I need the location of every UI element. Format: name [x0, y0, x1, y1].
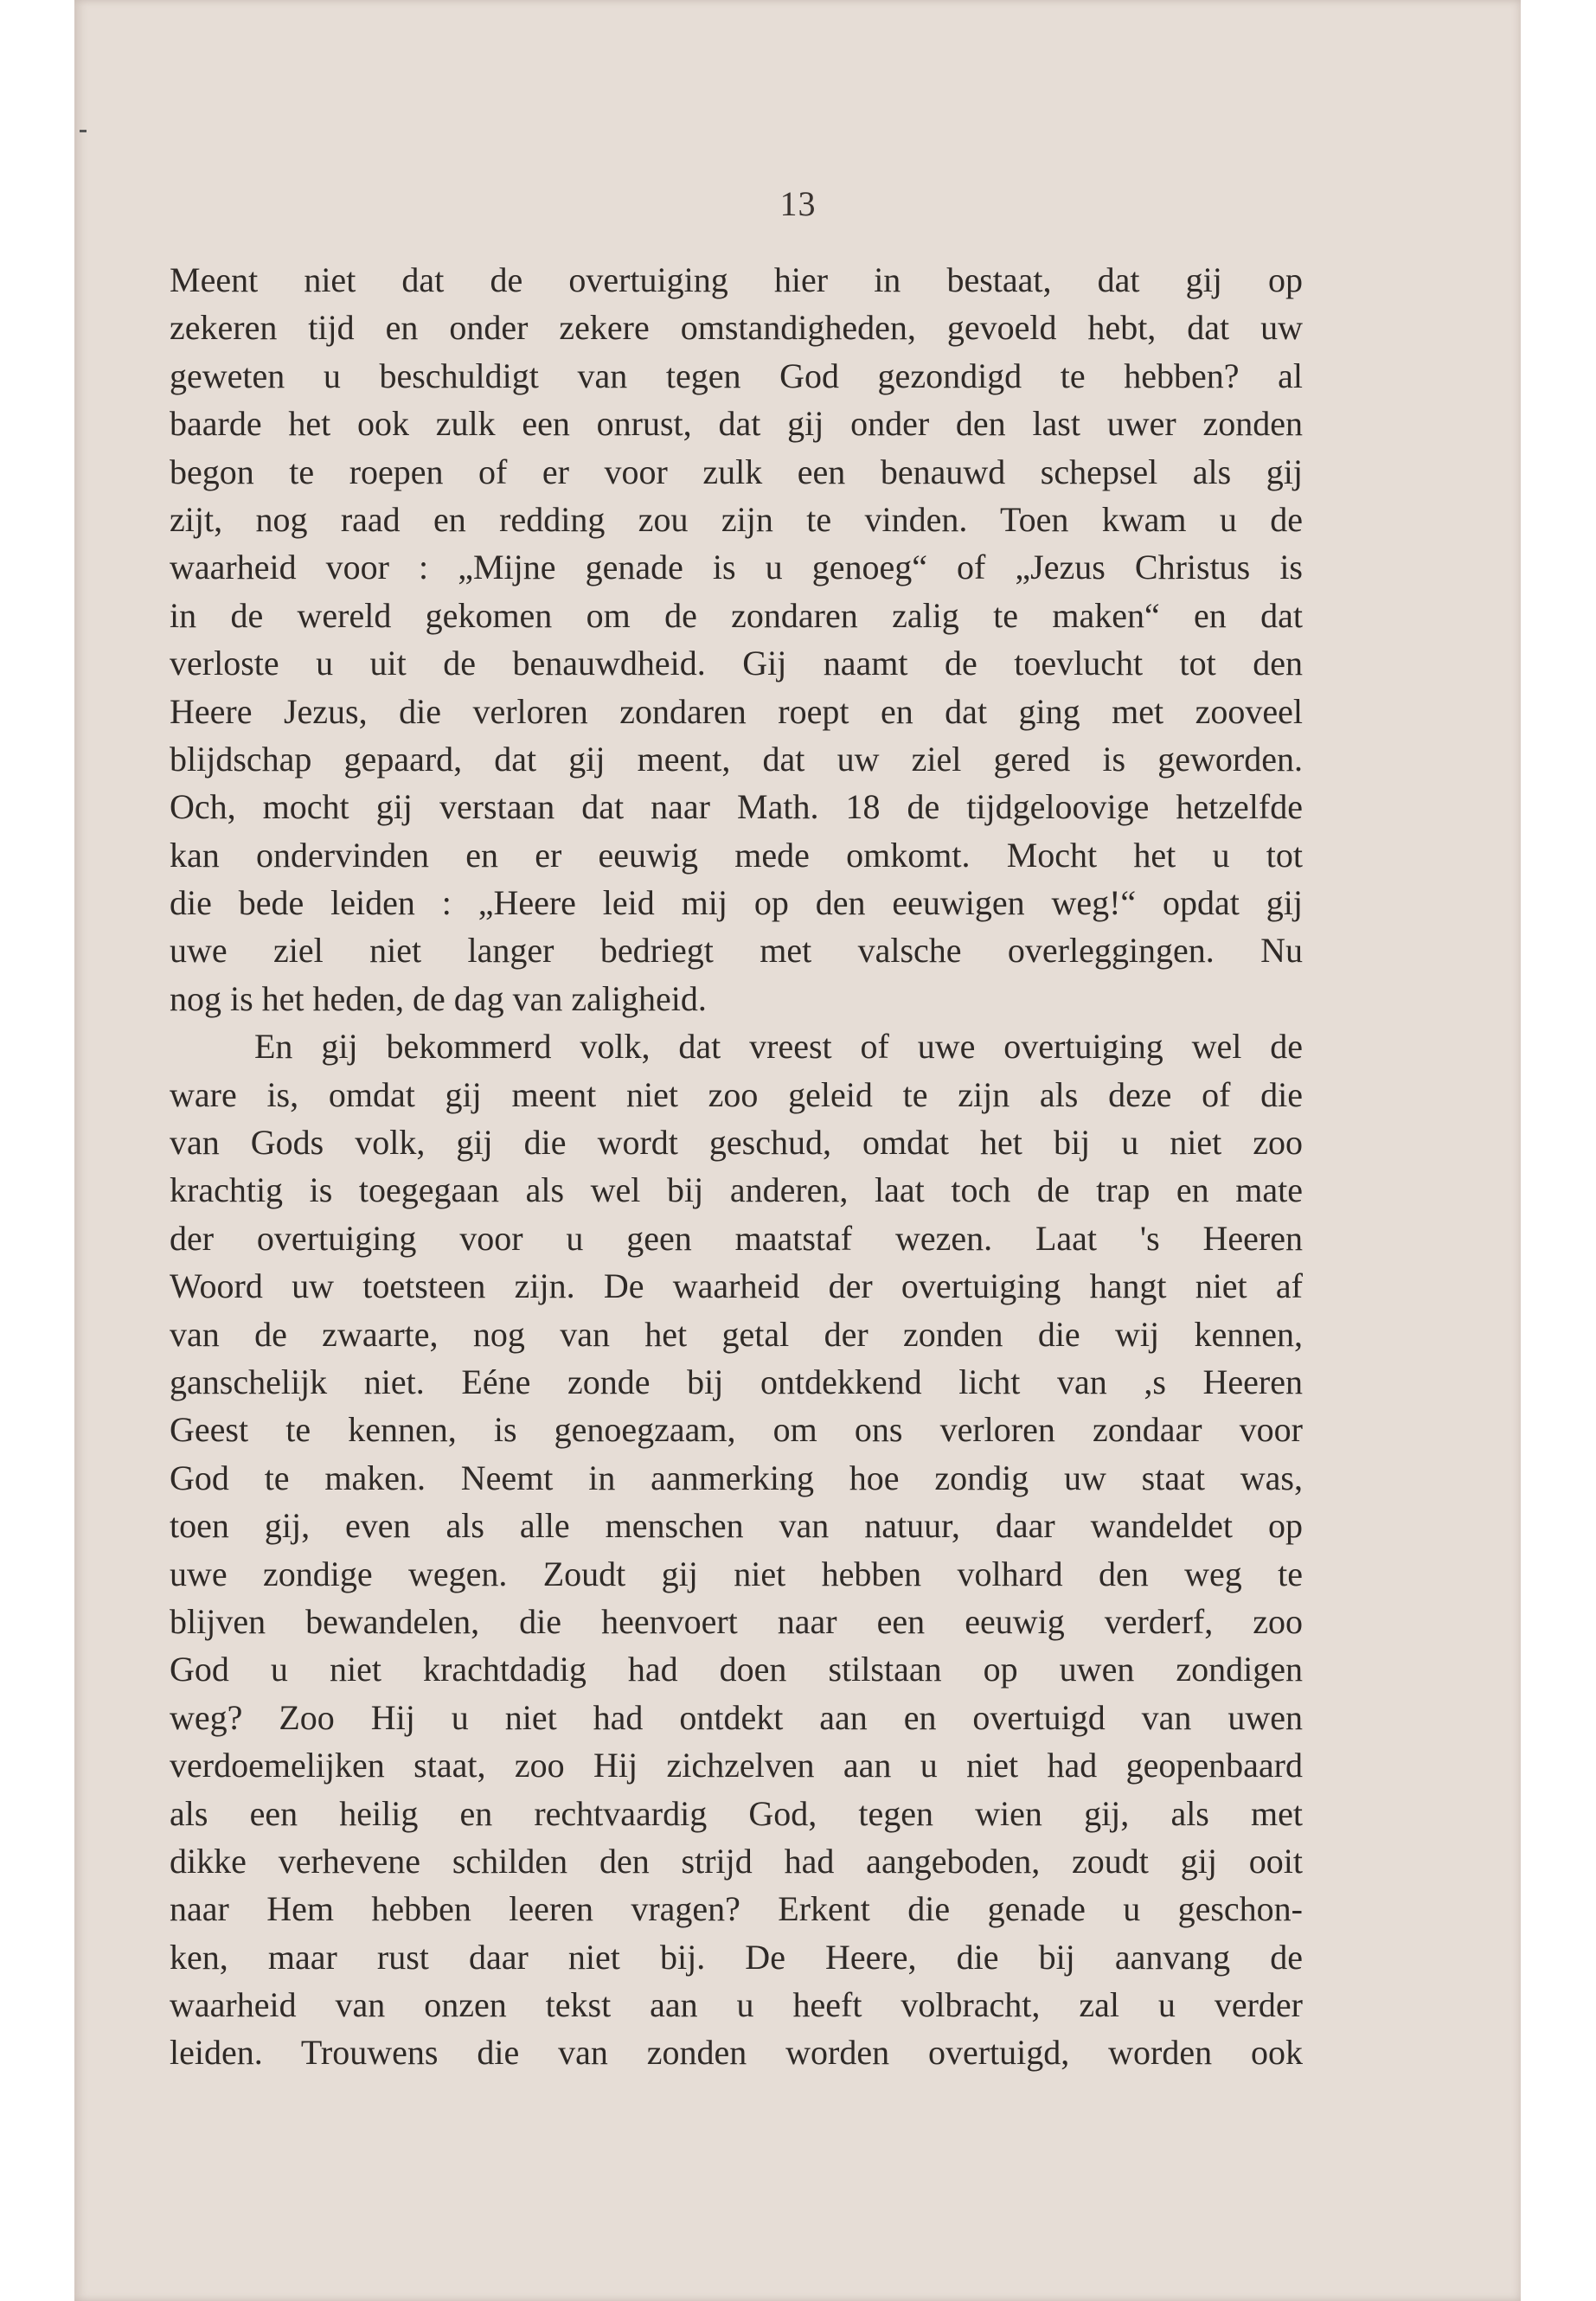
text-line: waarheid van onzen tekst aan u heeft volbracht, zal u verder	[170, 1985, 1303, 2025]
scan-margin-left	[0, 0, 76, 2301]
text-line: die bede leiden : „Heere leid mij op den eeuwigen weg!“ opdat gij	[170, 883, 1303, 923]
text-line: geweten u beschuldigt van tegen God gezondigd te hebben? al	[170, 356, 1303, 395]
text-line: weg? Zoo Hij u niet had ontdekt aan en overtuigd van uwen	[170, 1697, 1303, 1737]
text-line: God u niet krachtdadig had doen stilstaan op uwen zondigen	[170, 1650, 1303, 1689]
text-line: naar Hem hebben leeren vragen? Erkent die genade u geschon-	[170, 1889, 1303, 1929]
scan-margin-right	[1521, 0, 1596, 2301]
text-line: zijt, nog raad en redding zou zijn te vinden. Toen kwam u de	[170, 499, 1303, 539]
text-line: van de zwaarte, nog van het getal der zonden die wij kennen,	[170, 1314, 1303, 1354]
body-text	[170, 256, 1303, 2077]
text-line: krachtig is toegegaan als wel bij anderen, laat toch de trap en mate	[170, 1170, 1303, 1210]
text-line: ganschelijk niet. Eéne zonde bij ontdekkend licht van ,s Heeren	[170, 1362, 1303, 1401]
text-line: kan ondervinden en er eeuwig mede omkomt. Mocht het u tot	[170, 835, 1303, 875]
text-line: in de wereld gekomen om de zondaren zalig te maken“ en dat	[170, 595, 1303, 635]
text-line: ken, maar rust daar niet bij. De Heere, die bij aanvang de	[170, 1937, 1303, 1977]
scan-mark	[80, 130, 87, 132]
paragraph-start-line: En gij bekommerd volk, dat vreest of uwe overtuiging wel de	[254, 1027, 1303, 1067]
text-line: leiden. Trouwens die van zonden worden overtuigd, worden ook	[170, 2033, 1303, 2073]
text-line: Geest te kennen, is genoegzaam, om ons verloren zondaar voor	[170, 1410, 1303, 1450]
text-line: Meent niet dat de overtuiging hier in bestaat, dat gij op	[170, 260, 1303, 299]
text-line: Heere Jezus, die verloren zondaren roept en dat ging met zooveel	[170, 691, 1303, 731]
text-line: blijdschap gepaard, dat gij meent, dat uw ziel gered is geworden.	[170, 739, 1303, 779]
text-line: God te maken. Neemt in aanmerking hoe zondig uw staat was,	[170, 1458, 1303, 1497]
page-number: 13	[779, 184, 817, 223]
text-line: dikke verhevene schilden den strijd had aangeboden, zoudt gij ooit	[170, 1841, 1303, 1881]
text-line: begon te roepen of er voor zulk een benauwd schepsel als gij	[170, 452, 1303, 491]
text-line: uwe ziel niet langer bedriegt met valsche overleggingen. Nu	[170, 931, 1303, 971]
text-line: als een heilig en rechtvaardig God, tegen wien gij, als met	[170, 1793, 1303, 1833]
text-line: van Gods volk, gij die wordt geschud, omdat het bij u niet zoo	[170, 1123, 1303, 1163]
text-line: blijven bewandelen, die heenvoert naar een eeuwig verderf, zoo	[170, 1601, 1303, 1641]
text-line: Woord uw toetsteen zijn. De waarheid der overtuiging hangt niet af	[170, 1266, 1303, 1306]
text-line: zekeren tijd en onder zekere omstandigheden, gevoeld hebt, dat uw	[170, 308, 1303, 348]
text-line: verloste u uit de benauwdheid. Gij naamt de toevlucht tot den	[170, 644, 1303, 683]
text-line: baarde het ook zulk een onrust, dat gij onder den last uwer zonden	[170, 404, 1303, 444]
text-line: toen gij, even als alle menschen van natuur, daar wandeldet op	[170, 1506, 1303, 1546]
text-line: uwe zondige wegen. Zoudt gij niet hebben volhard den weg te	[170, 1554, 1303, 1593]
text-line: waarheid voor : „Mijne genade is u genoeg“ of „Jezus Christus is	[170, 548, 1303, 587]
text-line: ware is, omdat gij meent niet zoo geleid te zijn als deze of die	[170, 1074, 1303, 1114]
text-line: verdoemelijken staat, zoo Hij zichzelven aan u niet had geopenbaard	[170, 1746, 1303, 1785]
text-line: Och, mocht gij verstaan dat naar Math. 18 de tijdgeloovige hetzelfde	[170, 787, 1303, 827]
text-line: der overtuiging voor u geen maatstaf wezen. Laat 's Heeren	[170, 1218, 1303, 1258]
paragraph-end-line: nog is het heden, de dag van zaligheid.	[170, 978, 707, 1018]
